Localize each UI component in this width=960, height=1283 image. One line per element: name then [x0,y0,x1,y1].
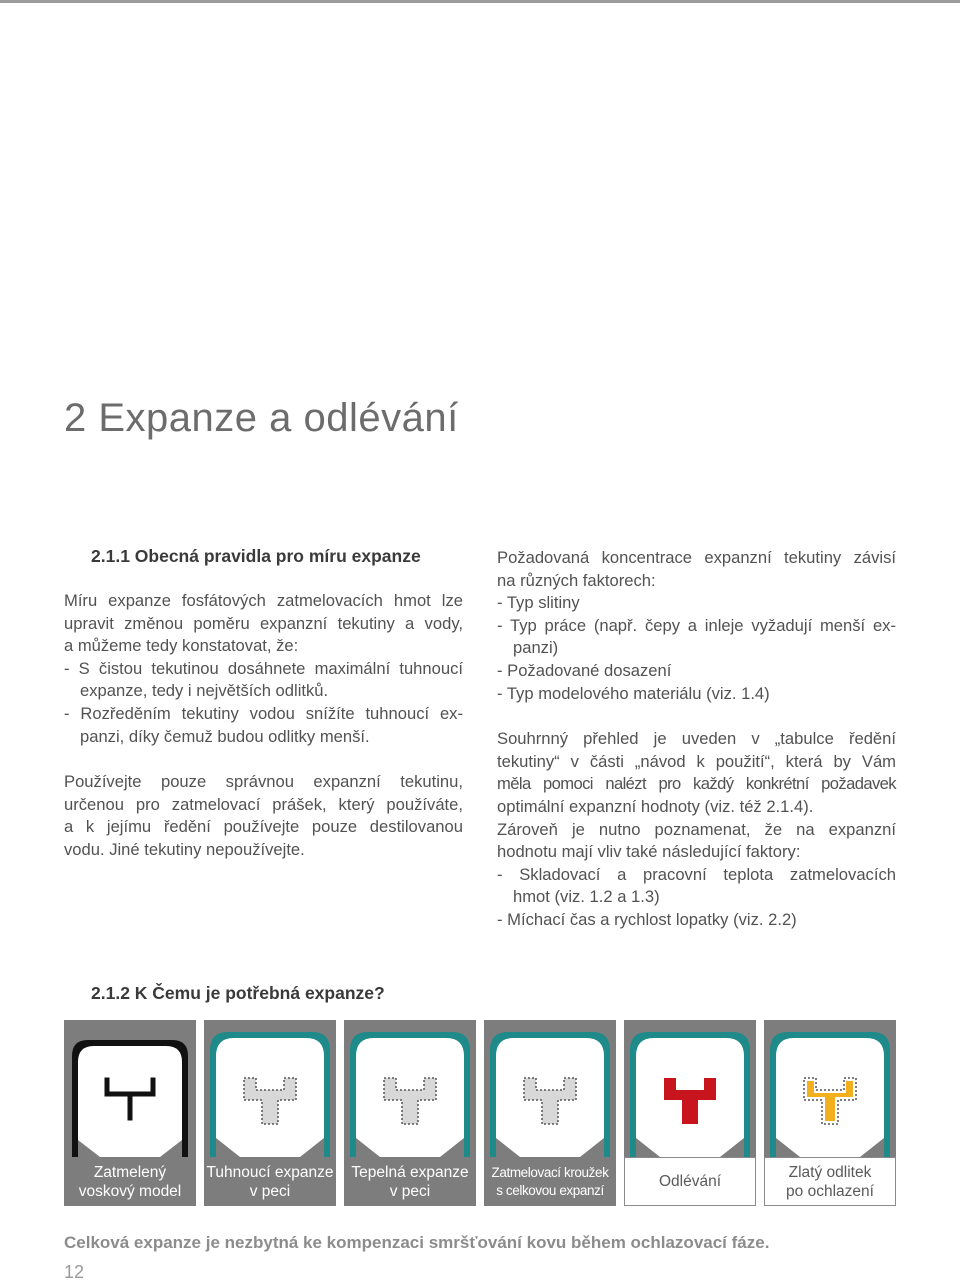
section-heading-2-1-2: 2.1.2 K Čemu je potřebná expanze? [91,983,385,1003]
panel-gold-casting [764,1020,896,1206]
footnote: Celková expanze je nezbytná ke kompenzaci smršťování kovu během ochlazovací fáze. [64,1233,770,1252]
list-item: - Skladovací a pracovní teplota zatmelovacích [497,864,896,884]
top-rule [0,0,960,3]
paragraph-line: Míru expanze fosfátových zatmelovacích hmot lze [64,591,463,610]
list-item: - S čistou tekutinou dosáhnete maximální tuhnoucí [64,658,463,678]
paragraph-line: hodnotu mají vliv také následující faktory: [497,842,801,862]
panel-thermal-expansion [344,1020,476,1206]
paragraph-line: a k jejímu ředění používejte pouze destilovanou [64,817,463,837]
section-heading-2-1-1: 2.1.1 Obecná pravidla pro míru expanze [91,546,421,566]
list-item: - Míchací čas a rychlost lopatky (viz. 2.2) [497,909,797,929]
list-item: - Typ práce (např. čepy a inleje vyžadují menší ex- [497,615,896,635]
list-item-continuation: expanze, tedy i největších odlitků. [80,681,329,701]
thermal-expansion-icon [344,1020,476,1157]
paragraph-line: Zároveň je nutno poznamenat, že na expanzní [497,819,896,839]
chapter-title: 2 Expanze a odlévání [64,396,459,440]
panel-caption: Odlévání [624,1157,756,1206]
panel-casting [624,1020,756,1206]
paragraph-line: Souhrnný přehled je uveden v „tabulce ředění [497,729,896,749]
paragraph-line: Používejte pouze správnou expanzní tekutinu, [64,772,463,792]
paragraph-line: na různých faktorech: [497,570,656,590]
list-item-continuation: panzi, díky čemuž budou odlitky menší. [80,726,370,746]
list-item: - Typ modelového materiálu (viz. 1.4) [497,683,770,703]
paragraph-line: měla pomoci nalézt pro každý konkrétní požadavek [497,774,896,794]
page-number: 12 [64,1262,85,1282]
paragraph-line: Požadovaná koncentrace expanzní tekutiny závisí [497,548,896,567]
panel-wax-model [64,1020,196,1206]
list-item: - Rozředěním tekutiny vodou snížíte tuhnoucí ex- [64,703,463,723]
panel-ring-expansion [484,1020,616,1206]
expansion-process-diagram [64,1020,896,1206]
list-item-continuation: hmot (viz. 1.2 a 1.3) [513,887,660,907]
casting-icon [624,1020,756,1157]
paragraph-line: určenou pro zatmelovací prášek, který používáte, [64,794,463,814]
panel-caption: Zatmelovací kroužek s celkovou expanzí [484,1157,616,1206]
ring-expansion-icon [484,1020,616,1157]
paragraph-line: tekutiny“ v části „návod k použití“, která by Vám [497,751,896,771]
list-item: - Požadované dosazení [497,660,672,680]
wax-model-icon [64,1020,196,1157]
gold-casting-icon [764,1020,896,1157]
panel-caption: Zatmelený voskový model [64,1157,196,1206]
list-item: - Typ slitiny [497,593,580,613]
list-item-continuation: panzi) [513,638,559,658]
setting-expansion-icon [204,1020,336,1157]
paragraph-line: upravit změnou poměru expanzní tekutiny a vody, [64,613,463,633]
panel-caption: Zlatý odlitek po ochlazení [764,1157,896,1206]
panel-caption: Tepelná expanze v peci [344,1157,476,1206]
panel-setting-expansion [204,1020,336,1206]
paragraph-line: vodu. Jiné tekutiny nepoužívejte. [64,839,305,859]
panel-caption: Tuhnoucí expanze v peci [204,1157,336,1206]
paragraph-line: a můžeme tedy konstatovat, že: [64,636,299,656]
paragraph-line: optimální expanzní hodnoty (viz. též 2.1.4). [497,796,814,816]
right-column [497,547,896,932]
left-column [64,590,463,862]
